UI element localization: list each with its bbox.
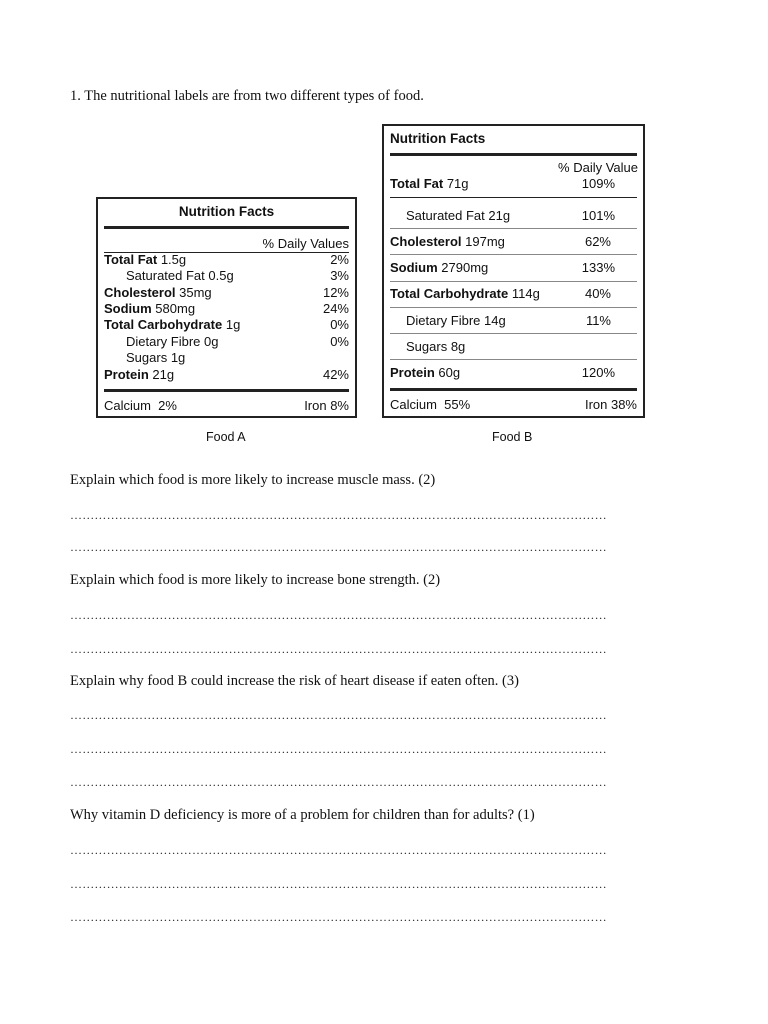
food-a-dv-header: % Daily Values: [262, 236, 349, 251]
food-a-row: Total Fat 1.5g 2%: [104, 252, 349, 267]
answer-line[interactable]: ……………………………………………………………………………………………………………………: [70, 540, 607, 554]
question-4: Why vitamin D deficiency is more of a problem for children than for adults? (1): [70, 807, 535, 823]
food-b-row: Total Fat 71g 109%: [390, 176, 615, 191]
food-a-row: Saturated Fat 0.5g 3%: [126, 268, 349, 283]
food-a-label: [96, 197, 357, 418]
food-a-caption: Food A: [206, 430, 246, 444]
food-a-row: Dietary Fibre 0g 0%: [126, 334, 349, 349]
food-b-row: Sodium 2790mg 133%: [390, 260, 615, 275]
intro-text: 1. The nutritional labels are from two different types of food.: [70, 88, 424, 104]
food-b-row: Protein 60g 120%: [390, 365, 615, 380]
food-b-row: Total Carbohydrate 114g 40%: [390, 286, 611, 301]
answer-line[interactable]: ……………………………………………………………………………………………………………………: [70, 708, 607, 722]
answer-line[interactable]: ……………………………………………………………………………………………………………………: [70, 775, 607, 789]
food-a-calcium: Calcium 2%: [104, 398, 177, 413]
food-a-row: Cholesterol 35mg 12%: [104, 285, 349, 300]
food-b-row: Dietary Fibre 14g 11%: [406, 313, 611, 328]
food-b-row: Sugars 8g: [406, 339, 466, 354]
food-a-row: Protein 21g 42%: [104, 367, 349, 382]
food-b-calcium: Calcium 55%: [390, 397, 471, 412]
food-a-title: Nutrition Facts: [178, 204, 275, 219]
question-3: Explain why food B could increase the risk of heart disease if eaten often. (3): [70, 673, 519, 689]
food-b-row: Cholesterol 197mg 62%: [390, 234, 611, 249]
food-b-caption: Food B: [492, 430, 533, 444]
answer-line[interactable]: ……………………………………………………………………………………………………………………: [70, 642, 607, 656]
food-b-row: Saturated Fat 21g 101%: [406, 208, 615, 223]
answer-line[interactable]: ……………………………………………………………………………………………………………………: [70, 877, 607, 891]
answer-line[interactable]: ……………………………………………………………………………………………………………………: [70, 508, 607, 522]
answer-line[interactable]: ……………………………………………………………………………………………………………………: [70, 608, 607, 622]
question-2: Explain which food is more likely to increase bone strength. (2): [70, 572, 441, 588]
food-a-row: Sodium 580mg 24%: [104, 301, 349, 316]
answer-line[interactable]: ……………………………………………………………………………………………………………………: [70, 910, 607, 924]
food-b-iron: Iron 38%: [584, 397, 637, 412]
answer-line[interactable]: ……………………………………………………………………………………………………………………: [70, 742, 607, 756]
food-b-dv-header: % Daily Value: [558, 160, 638, 175]
food-a-row: Sugars 1g: [126, 350, 186, 365]
question-1: Explain which food is more likely to increase muscle mass. (2): [70, 472, 436, 488]
food-a-iron: Iron 8%: [304, 398, 349, 413]
food-b-title: Nutrition Facts: [390, 131, 486, 146]
food-a-row: Total Carbohydrate 1g 0%: [104, 317, 349, 332]
food-b-label: [382, 124, 645, 418]
answer-line[interactable]: ……………………………………………………………………………………………………………………: [70, 843, 607, 857]
